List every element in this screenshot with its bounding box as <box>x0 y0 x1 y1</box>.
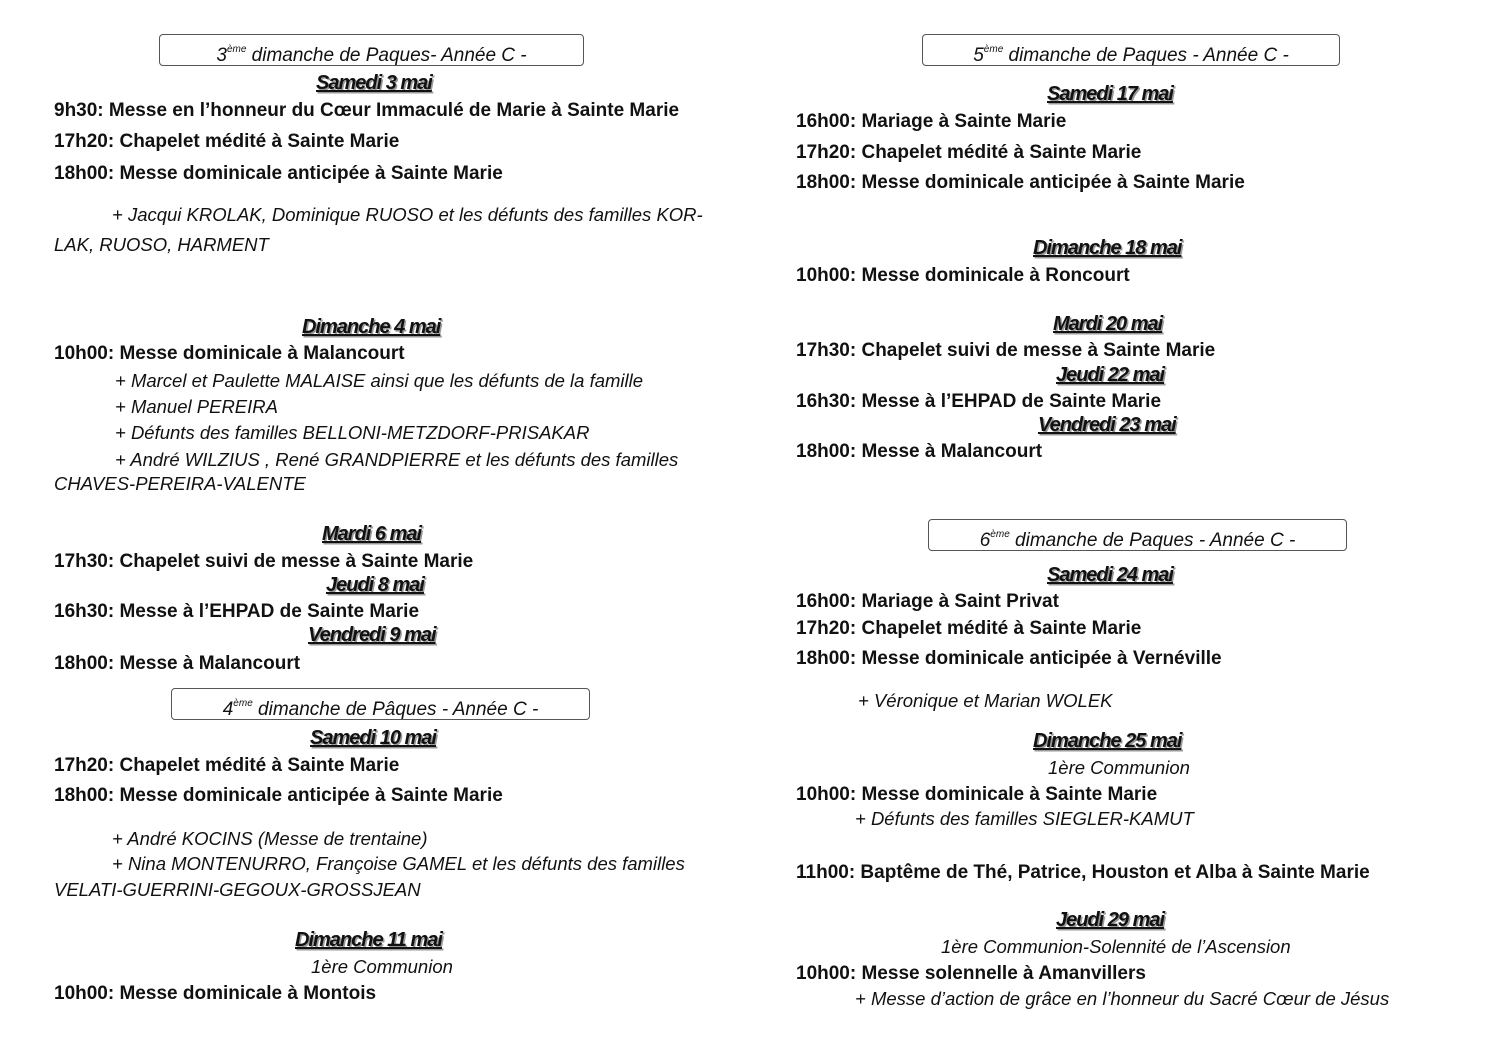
box-number: 4 <box>222 699 234 720</box>
intention-line: + Messe d’action de grâce en l’honneur du Sacré Cœur de Jésus <box>855 988 1390 1009</box>
day-heading: Dimanche 18 mai <box>1033 237 1182 259</box>
sunday-box-4 <box>171 688 590 720</box>
intention-line: + Défunts des familles SIEGLER-KAMUT <box>855 808 1194 829</box>
communion-note: 1ère Communion <box>1048 757 1190 778</box>
intention-line: + André KOCINS (Messe de trentaine) <box>112 828 428 849</box>
schedule-line: 18h00: Messe à Malancourt <box>54 653 301 674</box>
day-heading: Mardi 6 mai <box>322 523 422 545</box>
day-heading: Jeudi 22 mai <box>1056 364 1165 386</box>
schedule-line: 18h00: Messe dominicale anticipée à Sainte Marie <box>796 172 1245 193</box>
box-number: 3 <box>216 45 227 66</box>
right-column <box>742 0 1500 1060</box>
schedule-line: 18h00: Messe dominicale anticipée à Vernéville <box>796 648 1222 669</box>
schedule-line: 10h00: Messe solennelle à Amanvillers <box>796 963 1146 984</box>
sunday-box-5 <box>922 34 1340 66</box>
intention-line: + Jacqui KROLAK, Dominique RUOSO et les défunts des familles KOR- <box>112 204 703 225</box>
intention-line: + Véronique et Marian WOLEK <box>858 690 1113 711</box>
schedule-line: 17h20: Chapelet médité à Sainte Marie <box>54 131 400 152</box>
schedule-line: 18h00: Messe à Malancourt <box>796 441 1043 462</box>
schedule-line: 18h00: Messe dominicale anticipée à Sainte Marie <box>54 163 503 184</box>
box-number: 6 <box>979 530 991 551</box>
box-sup: ème <box>233 698 253 709</box>
schedule-line: 10h00: Messe dominicale à Montois <box>54 983 377 1004</box>
day-heading: Jeudi 8 mai <box>326 574 424 596</box>
day-heading: Samedi 17 mai <box>1047 83 1173 105</box>
schedule-line: 18h00: Messe dominicale anticipée à Sainte Marie <box>54 785 503 806</box>
box-sup: ème <box>983 44 1004 55</box>
schedule-line: 10h00: Messe dominicale à Malancourt <box>54 343 405 364</box>
intention-line: + Manuel PEREIRA <box>115 396 278 417</box>
intention-line: + Marcel et Paulette MALAISE ainsi que les défunts de la famille <box>115 370 644 391</box>
intention-line: + Défunts des familles BELLONI-METZDORF-PRISAKAR <box>115 422 590 443</box>
box-sup: ème <box>226 44 247 55</box>
schedule-line: 17h20: Chapelet médité à Sainte Marie <box>796 618 1142 639</box>
schedule-line: 16h30: Messe à l’EHPAD de Sainte Marie <box>796 391 1162 412</box>
schedule-line: 17h30: Chapelet suivi de messe à Sainte Marie <box>54 551 474 572</box>
sunday-box-3 <box>159 34 584 66</box>
box-text: dimanche de Paques- Année C - <box>246 45 527 66</box>
day-heading: Vendredi 9 mai <box>308 624 436 646</box>
schedule-line: 16h00: Mariage à Saint Privat <box>796 591 1059 612</box>
schedule-line: 17h20: Chapelet médité à Sainte Marie <box>54 755 400 776</box>
schedule-line: 17h30: Chapelet suivi de messe à Sainte Marie <box>796 340 1216 361</box>
box-sup: ème <box>990 529 1010 540</box>
day-heading: Vendredi 23 mai <box>1038 414 1176 436</box>
communion-note: 1ère Communion <box>311 956 453 977</box>
day-heading: Dimanche 4 mai <box>302 316 441 338</box>
box-text: dimanche de Paques - Année C - <box>1009 530 1296 551</box>
day-heading: Samedi 24 mai <box>1047 564 1173 586</box>
schedule-line: 10h00: Messe dominicale à Roncourt <box>796 265 1130 286</box>
communion-note: 1ère Communion-Solennité de l’Ascension <box>941 936 1291 957</box>
box-text: dimanche de Pâques - Année C - <box>252 699 539 720</box>
day-heading: Mardi 20 mai <box>1053 313 1163 335</box>
intention-line: + Nina MONTENURRO, Françoise GAMEL et les défunts des familles <box>112 853 685 874</box>
schedule-line: 17h20: Chapelet médité à Sainte Marie <box>796 142 1142 163</box>
day-heading: Dimanche 25 mai <box>1033 730 1182 752</box>
intention-line: VELATI-GUERRINI-GEGOUX-GROSSJEAN <box>54 879 421 900</box>
schedule-line: 11h00: Baptême de Thé, Patrice, Houston et Alba à Sainte Marie <box>796 862 1370 883</box>
box-text: dimanche de Paques - Année C - <box>1003 45 1289 66</box>
box-number: 5 <box>973 45 984 66</box>
intention-line: LAK, RUOSO, HARMENT <box>54 234 269 255</box>
schedule-line: 10h00: Messe dominicale à Sainte Marie <box>796 784 1158 805</box>
day-heading: Samedi 10 mai <box>310 727 436 749</box>
intention-line: + André WILZIUS , René GRANDPIERRE et les défunts des familles <box>115 449 679 470</box>
schedule-line: 9h30: Messe en l’honneur du Cœur Immaculé de Marie à Sainte Marie <box>54 100 680 121</box>
day-heading: Jeudi 29 mai <box>1056 909 1165 931</box>
sunday-box-6 <box>928 519 1347 551</box>
day-heading: Samedi 3 mai <box>316 72 432 94</box>
intention-line: CHAVES-PEREIRA-VALENTE <box>54 473 306 494</box>
schedule-line: 16h30: Messe à l’EHPAD de Sainte Marie <box>54 601 420 622</box>
schedule-line: 16h00: Mariage à Sainte Marie <box>796 111 1067 132</box>
day-heading: Dimanche 11 mai <box>295 929 442 951</box>
